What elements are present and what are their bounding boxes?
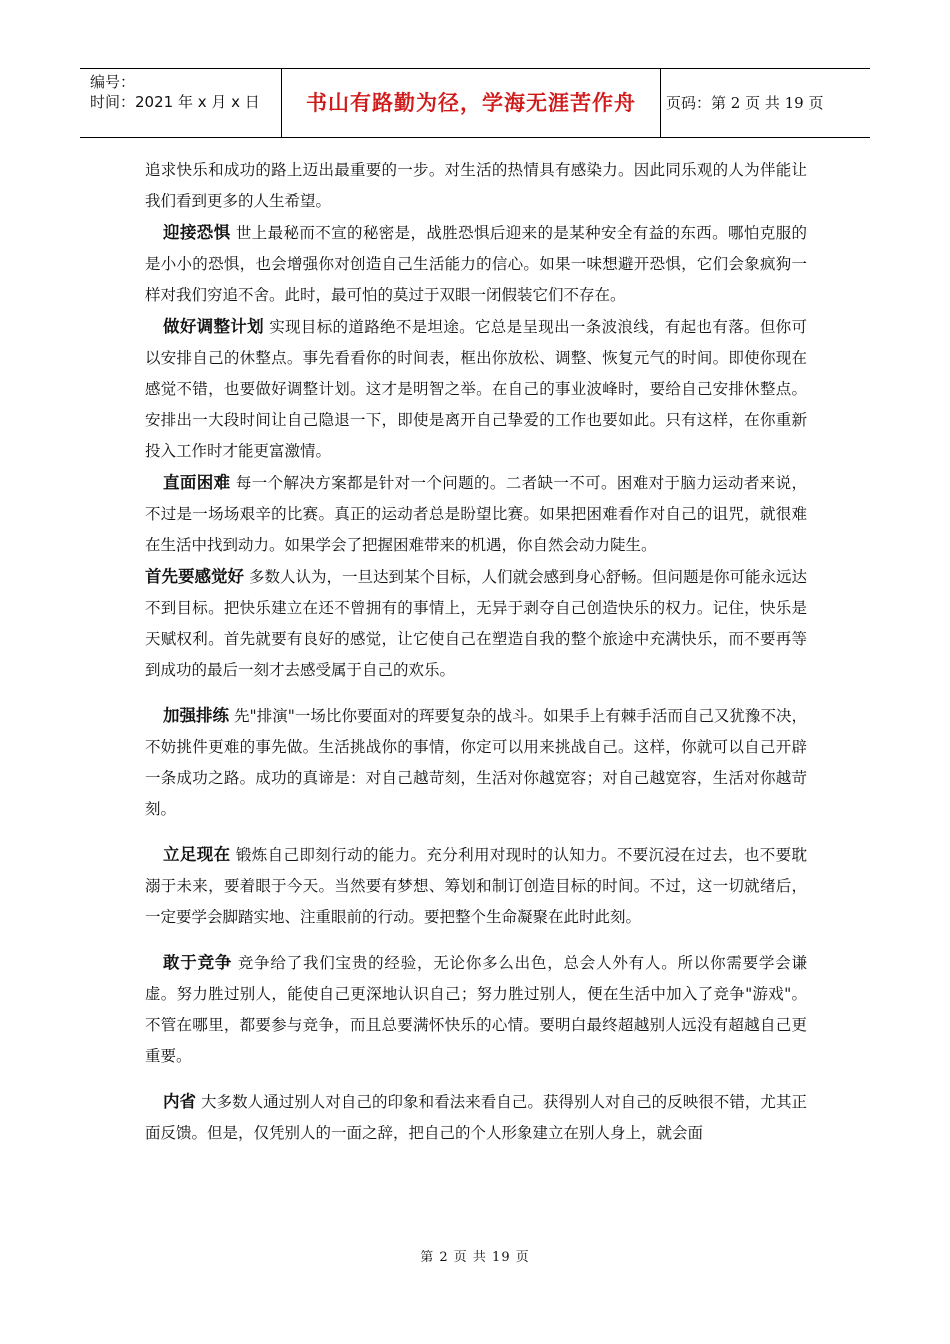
section-paragraph [145,700,807,825]
document-header [80,68,870,138]
section-title: 做好调整计划 [163,317,264,336]
intro-paragraph: 追求快乐和成功的路上迈出最重要的一步。对生活的热情具有感染力。因此同乐观的人为伴能让我们看到更多的人生希望。 [145,161,807,210]
header-motto-cell [281,69,661,137]
section-paragraph [145,1086,807,1149]
page-footer: 第 2 页 共 19 页 [420,1250,530,1265]
section-text: 大多数人通过别人对自己的印象和看法来看自己。获得别人对自己的反映很不错，尤其正面反馈。但是，仅凭别人的一面之辞，把自己的个人形象建立在别人身上，就会面 [145,1093,807,1142]
section-paragraph [145,311,807,467]
section-paragraph [145,839,807,933]
section-paragraph [145,217,807,311]
page-indicator: 页码：第 2 页 共 19 页 [666,94,824,112]
section-title: 内省 [163,1092,197,1111]
section-title: 敢于竞争 [163,953,233,972]
header-meta [80,69,281,137]
section-text: 每一个解决方案都是针对一个问题的。二者缺一不可。困难对于脑力运动者来说，不过是一场场艰辛的比赛。真正的运动者总是盼望比赛。如果把困难看作对自己的诅咒，就很难在生活中找到动力。如果学会了把握困难带来的机遇，你自然会动力陡生。 [145,474,807,554]
section-title: 迎接恐惧 [163,223,231,242]
section-text: 先"排演"一场比你要面对的珲要复杂的战斗。如果手上有棘手活而自己又犹豫不决，不妨挑件更难的事先做。生活挑战你的事情，你定可以用来挑战自己。这样，你就可以自己开辟一条成功之路。成功的真谛是：对自己越苛刻，生活对你越宽容；对自己越宽容，生活对你越苛刻。 [145,707,807,818]
date-label: 时间：2021 年 x 月 x 日 [90,93,260,111]
section-text: 多数人认为，一旦达到某个目标，人们就会感到身心舒畅。但问题是你可能永远达不到目标。把快乐建立在还不曾拥有的事情上，无异于剥夺自己创造快乐的权力。记住，快乐是天赋权利。首先就要有良好的感觉，让它使自己在塑造自我的整个旅途中充满快乐，而不要再等到成功的最后一刻才去感受属于自己的欢乐。 [145,568,807,679]
section-text: 世上最秘而不宣的秘密是，战胜恐惧后迎来的是某种安全有益的东西。哪怕克服的是小小的恐惧，也会增强你对创造自己生活能力的信心。如果一味想避开恐惧，它们会象疯狗一样对我们穷追不舍。此时，最可怕的莫过于双眼一闭假装它们不存在。 [145,224,807,304]
section-paragraph [145,561,807,686]
section-text: 竞争给了我们宝贵的经验，无论你多么出色，总会人外有人。所以你需要学会谦虚。努力胜过别人，能使自己更深地认识自己；努力胜过别人，便在生活中加入了竞争"游戏"。不管在哪里，都要参与竞争，而且总要满怀快乐的心情。要明白最终超越别人远没有超越自己更重要。 [145,954,807,1065]
section-paragraph [145,467,807,561]
section-title: 加强排练 [163,706,230,725]
doc-number-label: 编号： [90,73,136,91]
motto: 书山有路勤为径，学海无涯苦作舟 [306,91,636,115]
section-text: 锻炼自己即刻行动的能力。充分利用对现时的认知力。不要沉浸在过去，也不要耽溺于未来，要着眼于今天。当然要有梦想、筹划和制订创造目标的时间。不过，这一切就绪后，一定要学会脚踏实地、注重眼前的行动。要把整个生命凝聚在此时此刻。 [145,846,807,926]
section-text: 实现目标的道路绝不是坦途。它总是呈现出一条波浪线，有起也有落。但你可以安排自己的休整点。事先看看你的时间表，框出你放松、调整、恢复元气的时间。即使你现在感觉不错，也要做好调整计划。这才是明智之举。在自己的事业波峰时，要给自己安排休整点。安排出一大段时间让自己隐退一下，即使是离开自己挚爱的工作也要如此。只有这样，在你重新投入工作时才能更富激情。 [145,318,808,460]
document-body [145,155,807,1149]
section-title: 首先要感觉好 [145,567,245,586]
section-title: 直面困难 [163,473,231,492]
section-paragraph [145,947,807,1072]
section-title: 立足现在 [163,845,231,864]
